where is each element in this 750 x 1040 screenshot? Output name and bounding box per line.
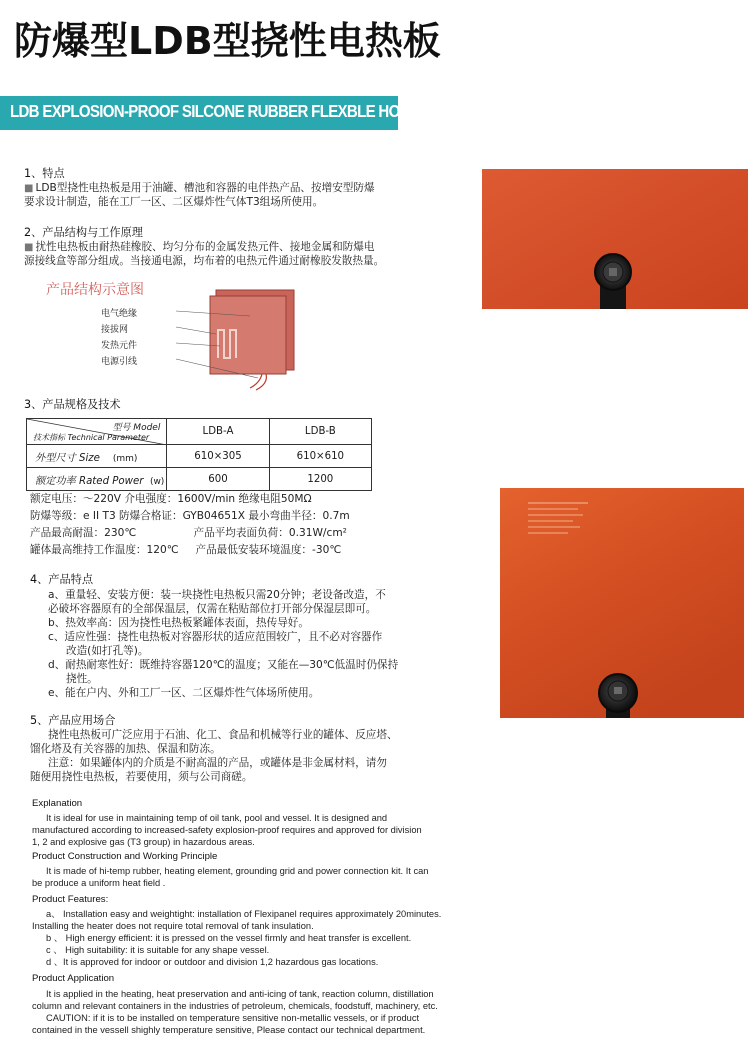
english-line: It is made of hi-temp rubber, heating element, grounding grid and power connection kit. It can xyxy=(46,866,429,876)
english-line: a、 Installation easy and weightight: installation of Flexipanel requires approximately 20minutes. xyxy=(46,909,442,919)
feature-line: c、适应性强：挠性电热板对容器形状的适应范围较广，且不必对容器作 xyxy=(48,631,383,643)
cap-screw xyxy=(614,687,622,694)
section5-heading: 5、产品应用场合 xyxy=(30,714,116,727)
application-line: 挠性电热板可广泛应用于石油、化工、食品和机械等行业的罐体、反应塔、 xyxy=(48,729,398,741)
application-heading: Product Application xyxy=(32,973,115,984)
model-a: LDB-A xyxy=(167,419,269,445)
table-header-corner xyxy=(27,419,167,445)
english-line: d 、It is approved for indoor or outdoor and division 1,2 hazardous gas locations. xyxy=(46,957,379,967)
english-line: b 、 High energy efficient: it is pressed on the vessel firmly and heat transfer is excellent. xyxy=(46,933,412,943)
nameplate-text-line xyxy=(528,526,580,528)
feature-line: e、能在户内、外和工厂一区、二区爆炸性气体场所使用。 xyxy=(48,687,320,699)
english-line: be produce a uniform heat field . xyxy=(32,878,166,888)
structure-diagram xyxy=(130,286,300,396)
spec-table xyxy=(26,418,372,491)
feature-line: a、重量轻、安装方便：装一块挠性电热板只需20分钟；老设备改造，不 xyxy=(48,589,386,601)
section1-line: 要求设计制造，能在工厂一区、二区爆炸性气体T3组场所使用。 xyxy=(24,196,324,208)
model-label: 型号 Model xyxy=(112,423,161,433)
diagram-title: 产品结构示意图 xyxy=(46,282,144,298)
page-title: 防爆型LDB型挠性电热板 xyxy=(14,19,441,63)
english-line: 1, 2 and explosive gas (T3 group) in hazardous areas. xyxy=(32,837,255,847)
row-label: 额定功率 Rated Power (w) xyxy=(27,468,167,491)
construction-heading: Product Construction and Working Principle xyxy=(32,851,218,862)
section4-heading: 4、产品特点 xyxy=(30,573,94,586)
english-line: c 、 High suitability: it is suitable for any shape vessel. xyxy=(46,945,270,955)
section1-heading: 1、特点 xyxy=(24,167,65,180)
feature-line: d、耐热耐寒性好：既维持容器120℃的温度；又能在—30℃低温时仍保持 xyxy=(48,659,399,671)
english-line: column and relevant containers in the industries of petroleum, chemicals, foodstuff, machinery, etc. xyxy=(32,1001,438,1011)
english-line: It is ideal for use in maintaining temp of oil tank, pool and vessel. It is designed and xyxy=(46,813,388,823)
english-line: contained in the vessell shighly temperature sensitive, Please contact our technical department. xyxy=(32,1025,426,1035)
diagram-label: 发热元件 xyxy=(101,341,138,351)
nameplate-text-line xyxy=(528,520,573,522)
features-heading: Product Features: xyxy=(32,894,109,905)
application-line: 随便用挠性电热板，若要使用，须与公司商磋。 xyxy=(30,771,253,783)
cap-screw xyxy=(609,268,617,276)
feature-line: 改造(如打孔等)。 xyxy=(66,645,149,657)
banner-text: LDB EXPLOSION-PROOF SILCONE RUBBER FLEXBLE HOT PLATE xyxy=(10,101,457,121)
section3-heading: 3、产品规格及技术 xyxy=(24,398,121,411)
english-line: Installing the heater does not require total removal of tank insulation. xyxy=(32,921,314,931)
explanation-heading: Explanation xyxy=(32,798,83,809)
application-line: 注意：如果罐体内的介质是不耐高温的产品，或罐体是非金属材料，请勿 xyxy=(48,757,387,769)
table-cell: 610×610 xyxy=(269,445,371,468)
plate-layer-front xyxy=(210,296,286,374)
feature-line: 挠性。 xyxy=(66,673,98,685)
nameplate-text-line xyxy=(528,508,578,510)
row-label: 外型尺寸 Size (mm) xyxy=(27,445,167,468)
power-lead-icon xyxy=(250,374,266,390)
nameplate-text-line xyxy=(528,502,588,504)
section2-line: ■ 扰性电热板由耐热硅橡胶、均匀分布的金属发热元件、接地金属和防爆电 xyxy=(24,240,374,255)
product-photo-2 xyxy=(500,488,744,718)
param-label: 技术指标 Technical Parameter xyxy=(33,433,150,442)
table-cell: 600 xyxy=(167,468,269,491)
spec-line: 罐体最高维持工作温度：120℃ 产品最低安装环境温度：-30℃ xyxy=(30,544,342,556)
diagram-label: 电气绝缘 xyxy=(101,309,138,319)
english-line: manufactured according to increased-safety explosion-proof requires and approved for division xyxy=(32,825,422,835)
diagram-label: 电源引线 xyxy=(101,357,138,367)
section2-heading: 2、产品结构与工作原理 xyxy=(24,226,143,239)
spec-line: 防爆等级：e II T3 防爆合格证：GYB04651X 最小弯曲半径：0.7m xyxy=(30,510,350,522)
section2-line: 源接线盒等部分组成。当接通电源，均布着的电热元件通过耐橡胶发散热量。 xyxy=(24,255,385,267)
spec-line: 额定电压：～220V 介电强度：1600V/min 绝缘电阻50MΩ xyxy=(30,493,312,505)
section1-line: ■ LDB型挠性电热板是用于油罐、槽池和容器的电伴热产品、按增安型防爆 xyxy=(24,181,375,196)
title-banner xyxy=(0,96,457,130)
table-cell: 610×305 xyxy=(167,445,269,468)
spec-line: 产品最高耐温：230℃ 产品平均表面负荷：0.31W/cm² xyxy=(30,527,347,539)
nameplate-text-line xyxy=(528,532,568,534)
english-line: CAUTION: if it is to be installed on temperature sensitive non-metallic vessels, or if product xyxy=(46,1013,420,1023)
table-cell: 1200 xyxy=(269,468,371,491)
english-line: It is applied in the heating, heat preservation and anti-icing of tank, reaction column, distillation xyxy=(46,989,434,999)
diagram-label: 接拔网 xyxy=(101,325,129,335)
model-b: LDB-B xyxy=(269,419,371,445)
feature-line: 必破坏容器原有的全部保温层，仅需在粘贴部位打开部分保湿层即可。 xyxy=(48,603,377,615)
nameplate-text-line xyxy=(528,514,583,516)
product-photo-1 xyxy=(482,169,748,309)
feature-line: b、热效率高：因为挠性电热板紧罐体表面，热传导好。 xyxy=(48,617,309,629)
application-line: 馏化塔及有关容器的加热、保温和防冻。 xyxy=(30,743,221,755)
